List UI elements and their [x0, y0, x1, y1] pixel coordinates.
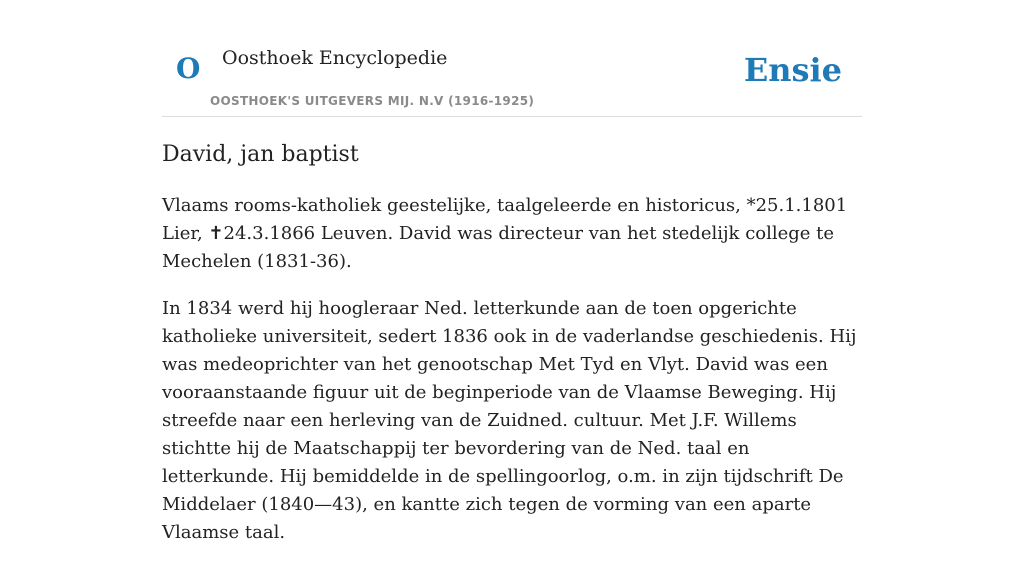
entry-body: [162, 192, 862, 566]
source-title[interactable]: Oosthoek Encyclopedie: [222, 47, 448, 69]
source-header: [162, 0, 862, 117]
entry-paragraph: Vlaams rooms-katholiek geestelijke, taalgeleerde en historicus, *25.1.1801 Lier, ✝24.3.1866 Leuven. David was directeur van het stedelijk college te Mechelen (1831-36).: [162, 195, 848, 272]
source-publisher: OOSTHOEK'S UITGEVERS MIJ. N.V (1916-1925): [210, 94, 535, 108]
brand-logo-link[interactable]: Ensie: [743, 51, 842, 89]
entry-paragraph: In 1834 werd hij hoogleraar Ned. letterkunde aan de toen opgerichte katholieke universiteit, sedert 1836 ook in de vaderlandse geschiedenis. Hij was medeoprichter van het genootschap Met Tyd en Vlyt. David was een vooraanstaande figuur uit de beginperiode van de Vlaamse Beweging. Hij streefde naar een herleving van de Zuidned. cultuur. Met J.F. Willems stichtte hij de Maatschappij ter bevordering van de Ned. taal en letterkunde. Hij bemiddelde in de spellingoorlog, o.m. in zijn tijdschrift De Middelaer (1840—43), en kantte zich tegen de vorming van een aparte Vlaamse taal.: [162, 298, 857, 543]
entry-title: David, jan baptist: [162, 142, 359, 167]
source-logo[interactable]: O: [176, 52, 201, 85]
